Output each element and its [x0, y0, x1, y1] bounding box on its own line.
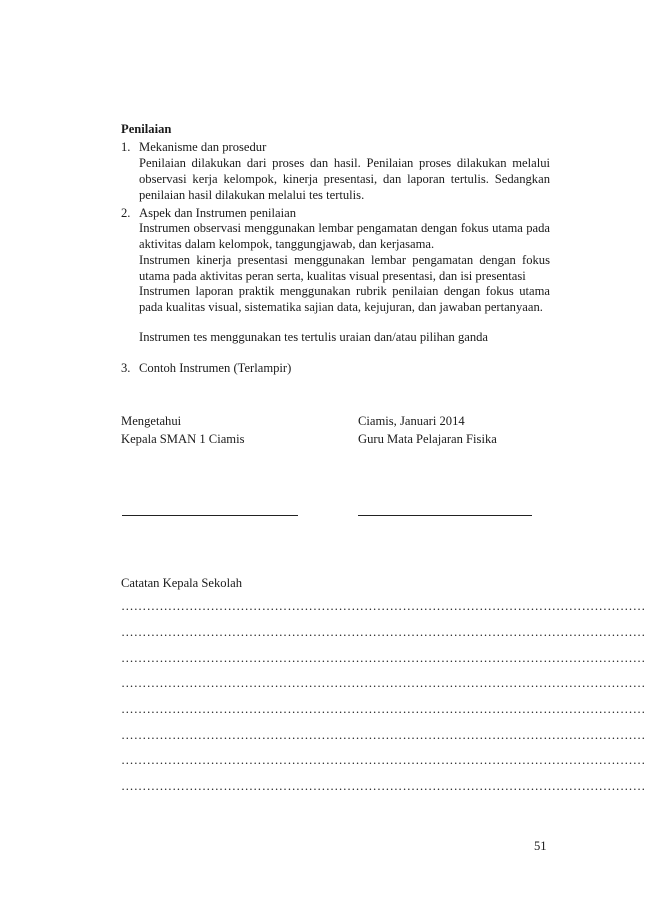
signature-line-left: [122, 515, 298, 516]
notes-dotted-line: ……………………………………………………………………………………………………………: [121, 625, 646, 639]
notes-title: Catatan Kepala Sekolah: [121, 576, 242, 590]
section-heading: Penilaian: [121, 122, 172, 136]
item-paragraph: Instrumen laporan praktik menggunakan rubrik penilaian dengan fokus utama pada kualitas visual, sistematika sajian data, kejujuran, dan jawaban pertanyaan.: [139, 284, 550, 314]
signature-left-line2: Kepala SMAN 1 Ciamis: [121, 432, 245, 446]
item-number: 2.: [121, 206, 131, 220]
item-title: Mekanisme dan prosedur: [139, 140, 267, 154]
item-paragraph: Instrumen tes menggunakan tes tertulis uraian dan/atau pilihan ganda: [139, 330, 489, 344]
item-number: 3.: [121, 361, 131, 375]
signature-left-line1: Mengetahui: [121, 414, 182, 428]
item-title: Contoh Instrumen (Terlampir): [139, 361, 292, 375]
item-paragraph: Instrumen kinerja presentasi menggunakan lembar pengamatan dengan fokus utama pada aktivitas peran serta, kualitas visual presentasi, dan isi presentasi: [139, 253, 550, 283]
item-title: Aspek dan Instrumen penilaian: [139, 206, 297, 220]
notes-dotted-line: ……………………………………………………………………………………………………………: [121, 676, 646, 690]
signature-right-line2: Guru Mata Pelajaran Fisika: [358, 432, 497, 446]
notes-dotted-line: ……………………………………………………………………………………………………………: [121, 599, 646, 613]
notes-dotted-line: ……………………………………………………………………………………………………………: [121, 753, 646, 767]
item-number: 1.: [121, 140, 131, 154]
item-paragraph: Penilaian dilakukan dari proses dan hasil. Penilaian proses dilakukan melalui observasi kerja kelompok, kinerja presentasi, dan laporan tertulis. Sedangkan penilaian hasil dilakukan melalui tes tertulis.: [139, 156, 550, 202]
signature-right-line1: Ciamis, Januari 2014: [358, 414, 465, 428]
notes-dotted-line: ……………………………………………………………………………………………………………: [121, 702, 646, 716]
item-paragraph: Instrumen observasi menggunakan lembar pengamatan dengan fokus utama pada aktivitas dalam kelompok, tanggungjawab, dan kerjasama.: [139, 221, 550, 251]
notes-dotted-line: ……………………………………………………………………………………………………………: [121, 651, 646, 665]
page-number: 51: [534, 839, 547, 853]
signature-line-right: [358, 515, 532, 516]
notes-dotted-line: ……………………………………………………………………………………………………………: [121, 779, 646, 793]
notes-dotted-line: ……………………………………………………………………………………………………………: [121, 728, 646, 742]
